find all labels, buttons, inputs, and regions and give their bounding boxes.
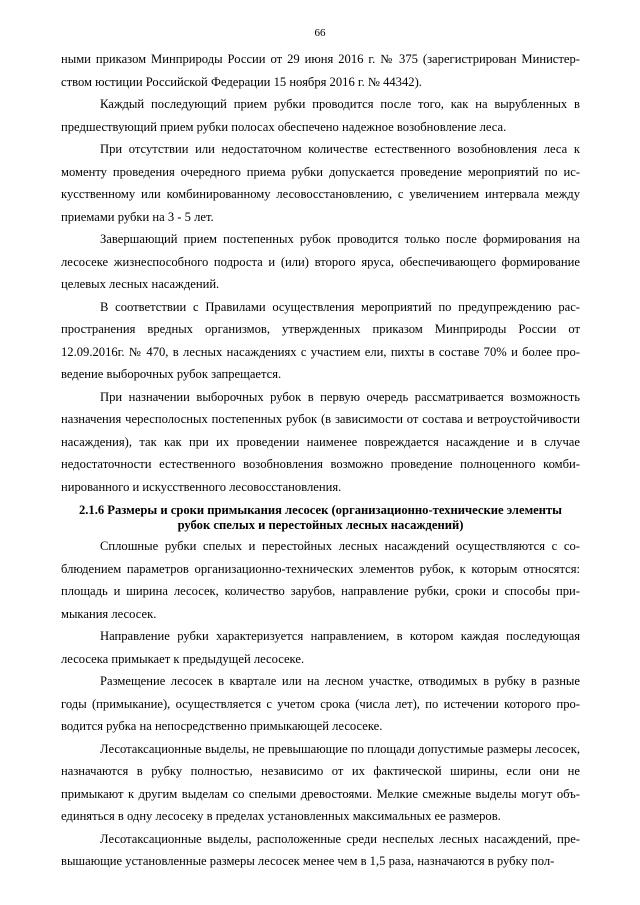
section-heading-line: 2.1.6 Размеры и сроки примыкания лесосек (организационно-технические элементы <box>78 503 563 517</box>
document-body <box>61 48 580 873</box>
section-heading-line: рубок спелых и перестойных лесных насаждений) <box>177 518 464 532</box>
paragraph: Завершающий прием постепенных рубок проводится только после формирования на лесосеке жизнеспособного подроста и (или) второго яруса, обеспечивающего формирование целевых лесных насаждений. <box>61 232 580 291</box>
paragraph: Лесотаксационные выделы, расположенные среди неспелых лесных насаждений, превышающие установленные размеры лесосек менее чем в 1,5 раза, назначаются в рубку пол- <box>61 831 580 868</box>
page-number: 66 <box>314 27 326 39</box>
paragraph: Сплошные рубки спелых и перестойных лесных насаждений осуществляются с соблюдением параметров организационно-технических элементов рубок, к которым относятся: площадь и ширина лесосек, количество зарубов, направление рубки, сроки и способы примыкания лесосек. <box>61 539 580 621</box>
paragraph: В соответствии с Правилами осуществления мероприятий по предупреждению распространения вредных организмов, утвержденных приказом Минприроды России от 12.09.2016г. № 470, в лесных насаждениях с участием ели, пихты в составе 70% и более проведение выборочных рубок запрещается. <box>61 299 580 381</box>
paragraph-continuation: ными приказом Минприроды России от 29 июня 2016 г. № 375 (зарегистрирован Министерством юстиции Российской Федерации 15 ноября 2016 г. № 44342). <box>61 52 580 89</box>
paragraph: Размещение лесосек в квартале или на лесном участке, отводимых в рубку в разные годы (примыкание), осуществляется с учетом срока (числа лет), по истечении которого проводится рубка на непосредственно примыкающей лесосеке. <box>61 674 580 733</box>
paragraph: Лесотаксационные выделы, не превышающие по площади допустимые размеры лесосек, назначаются в рубку полностью, независимо от их фактической ширины, если они не примыкают к другим выделам со спелыми древостоями. Мелкие смежные выделы могут объединяться в одну лесосеку в пределах установленных максимальных ее размеров. <box>61 741 580 823</box>
paragraph: Направление рубки характеризуется направлением, в котором каждая последующая лесосека примыкает к предыдущей лесосеке. <box>61 629 580 666</box>
paragraph: При назначении выборочных рубок в первую очередь рассматривается возможность назначения чересполосных постепенных рубок (в зависимости от состава и ветроустойчивости насаждения), так как при их проведении наименее повреждается насаждение и в случае недостаточности естественного возобновления возможно проведение полноценного комбинированного и искусственного лесовосстановления. <box>61 389 580 494</box>
paragraph: Каждый последующий прием рубки проводится после того, как на вырубленных в предшествующий прием рубки полосах обеспечено надежное возобновление леса. <box>61 97 580 134</box>
paragraph: При отсутствии или недостаточном количестве естественного возобновления леса к моменту проведения очередного приема рубки допускается проведение мероприятий по искусственному или комбинированному лесовосстановлению, с увеличением интервала между приемами рубки на 3 - 5 лет. <box>61 142 580 224</box>
section-heading <box>61 503 580 533</box>
